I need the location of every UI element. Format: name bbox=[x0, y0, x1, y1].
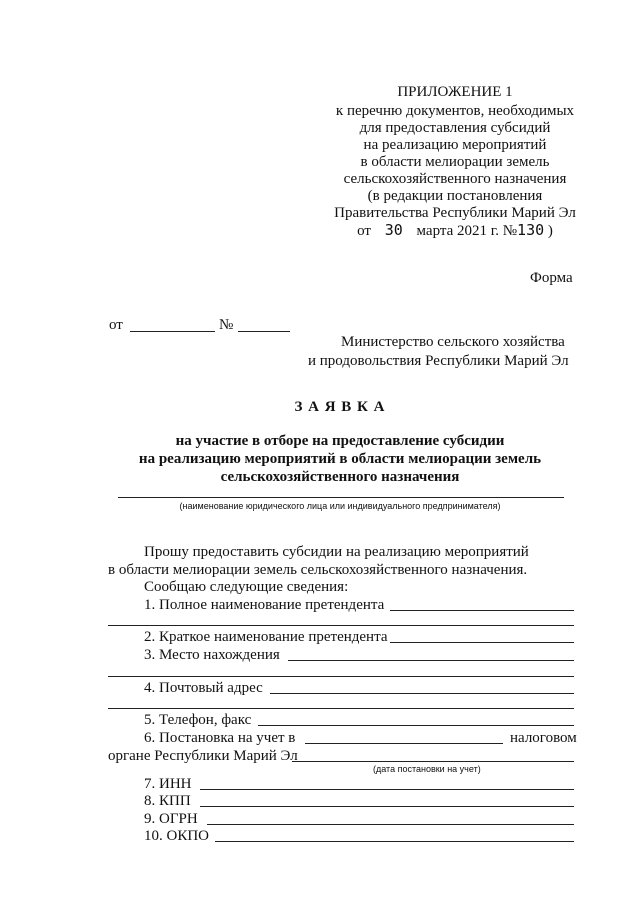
field-phone-label: 5. Телефон, факс bbox=[144, 712, 252, 728]
header-number-line[interactable] bbox=[238, 331, 290, 332]
field-tax-label-cont: органе Республики Марий Эл bbox=[108, 748, 298, 764]
field-okpo-label: 10. ОКПО bbox=[144, 828, 210, 844]
field-tax-label-end: налоговом bbox=[510, 730, 577, 746]
applicant-caption: (наименование юридического лица или индивидуального предпринимателя) bbox=[179, 501, 501, 511]
inform-text: Сообщаю следующие сведения: bbox=[144, 579, 349, 595]
appendix-date-close: ) bbox=[547, 223, 553, 239]
field-tax-authority-line[interactable] bbox=[305, 743, 503, 744]
header-from: от bbox=[109, 317, 123, 333]
field-full-name-label: 1. Полное наименование претендента bbox=[144, 597, 385, 613]
field-inn-line[interactable] bbox=[200, 789, 574, 790]
subtitle-line2: на реализацию мероприятий в области мелиорации земель bbox=[138, 451, 542, 467]
field-ogrn-label: 9. ОГРН bbox=[144, 811, 198, 827]
field-location-label: 3. Место нахождения bbox=[144, 647, 280, 663]
appendix-title: ПРИЛОЖЕНИЕ 1 bbox=[397, 84, 513, 100]
field-postal-line[interactable] bbox=[270, 693, 574, 694]
appendix-line: на реализацию мероприятий bbox=[363, 137, 547, 153]
page-title: З А Я В К А bbox=[294, 399, 386, 415]
field-kpp-line[interactable] bbox=[200, 806, 574, 807]
field-okpo-line[interactable] bbox=[215, 841, 574, 842]
appendix-date bbox=[310, 222, 600, 240]
request-line2: в области мелиорации земель сельскохозяйственного назначения. bbox=[108, 562, 528, 578]
recipient-line2: и продовольствия Республики Марий Эл bbox=[308, 353, 569, 369]
appendix-line: Правительства Республики Марий Эл bbox=[334, 205, 576, 221]
applicant-name-line[interactable] bbox=[118, 497, 564, 498]
appendix-date-day: 30 bbox=[384, 221, 403, 239]
subtitle-line1: на участие в отборе на предоставление субсидии bbox=[175, 433, 505, 449]
field-phone-line[interactable] bbox=[258, 725, 574, 726]
appendix-line: сельскохозяйственного назначения bbox=[343, 171, 567, 187]
field-full-name-line[interactable] bbox=[390, 610, 574, 611]
appendix-line: (в редакции постановления bbox=[367, 188, 543, 204]
field-location-line-2[interactable] bbox=[108, 676, 574, 677]
field-inn-label: 7. ИНН bbox=[144, 776, 192, 792]
field-tax-label: 6. Постановка на учет в bbox=[144, 730, 296, 746]
appendix-date-from: от bbox=[357, 223, 371, 239]
header-date-line[interactable] bbox=[130, 331, 215, 332]
field-short-name-line[interactable] bbox=[390, 642, 574, 643]
recipient-line1: Министерство сельского хозяйства bbox=[341, 334, 565, 350]
appendix-line: для предоставления субсидий bbox=[359, 120, 551, 136]
field-postal-line-2[interactable] bbox=[108, 708, 574, 709]
header-number-sign: № bbox=[219, 317, 234, 333]
field-kpp-label: 8. КПП bbox=[144, 793, 191, 809]
appendix-date-number: 130 bbox=[517, 221, 545, 239]
request-line1: Прошу предоставить субсидии на реализацию мероприятий bbox=[144, 544, 529, 560]
subtitle-line3: сельскохозяйственного назначения bbox=[220, 469, 460, 485]
field-tax-caption: (дата постановки на учет) bbox=[373, 764, 481, 774]
field-tax-date-line[interactable] bbox=[292, 761, 574, 762]
field-location-line[interactable] bbox=[288, 660, 574, 661]
appendix-date-rest: марта 2021 г. № bbox=[416, 223, 518, 239]
appendix-line: в области мелиорации земель bbox=[360, 154, 550, 170]
field-short-name-label: 2. Краткое наименование претендента bbox=[144, 629, 388, 645]
field-ogrn-line[interactable] bbox=[207, 824, 574, 825]
appendix-line: к перечню документов, необходимых bbox=[335, 103, 575, 119]
field-postal-label: 4. Почтовый адрес bbox=[144, 680, 263, 696]
field-full-name-line-2[interactable] bbox=[108, 625, 574, 626]
form-label: Форма bbox=[530, 270, 573, 286]
